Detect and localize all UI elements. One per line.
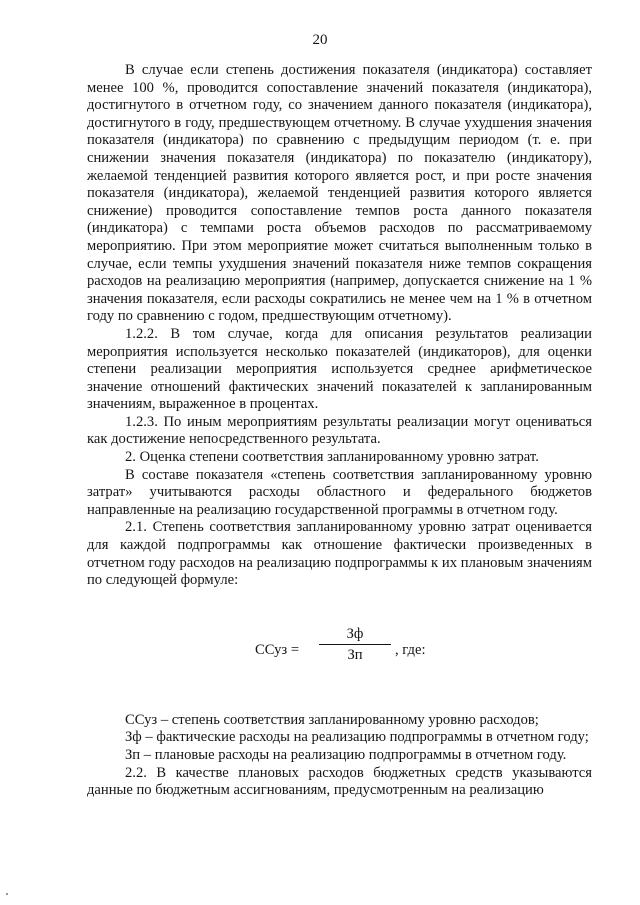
definition-ssuz: ССуз – степень соответствия запланированному уровню расходов;	[125, 711, 539, 728]
paragraph-2-1: 2.1. Степень соответствия запланированному уровню затрат оценивается для каждой подпрограммы как отношение фактически произведенных в отчетном году расходов на реализацию подпрограммы к их плановым значениям по следующей формуле:	[87, 519, 592, 589]
formula-block	[87, 590, 592, 712]
formula-denominator: Зп	[347, 647, 363, 664]
definition-zf: Зф – фактические расходы на реализацию подпрограммы в отчетном году;	[125, 729, 589, 746]
scan-artifact	[6, 893, 8, 895]
formula-tail: , где:	[395, 641, 426, 658]
paragraph-2-2: 2.2. В качестве плановых расходов бюджетных средств указываются данные по бюджетным ассигнованиям, предусмотренным на реализацию	[87, 764, 592, 799]
definition-zp: Зп – плановые расходы на реализацию подпрограммы в отчетном году.	[125, 747, 567, 763]
formula-fraction	[319, 626, 391, 665]
paragraph-1-2-3: 1.2.3. По иным мероприятиям результаты реализации могут оцениваться как достижение непосредственного результата.	[87, 413, 592, 448]
paragraph-section-2-heading: 2. Оценка степени соответствия запланированному уровню затрат.	[125, 449, 539, 466]
paragraph-1-2-2: 1.2.2. В том случае, когда для описания результатов реализации мероприятия используется несколько показателей (индикаторов), для оценки степени реализации мероприятия используется среднее арифметическое значение отношений фактических значений показателей к запланированным значениям, выраженное в процентах.	[87, 325, 592, 413]
page-number: 20	[312, 32, 328, 48]
paragraph-cost-composition: В составе показателя «степень соответствия запланированному уровню затрат» учитываются расходы областного и федерального бюджетов направленные на реализацию государственной программы в отчетном году.	[87, 466, 592, 518]
document-body	[87, 62, 592, 800]
formula-numerator: Зф	[319, 626, 391, 646]
formula-lhs: ССуз =	[255, 641, 300, 658]
paragraph-comparison-rule: В случае если степень достижения показателя (индикатора) составляет менее 100 %, проводится сопоставление значений показателя (индикатора), достигнутого в отчетном году, со значением данного показателя (индикатора), достигнутого в году, предшествующем отчетному. В случае ухудшения значения показателя (индикатора) по сравнению с предыдущим периодом (т. е. при снижении значения показателя (индикатора) по показателю (индикатору), желаемой тенденцией развития которого является рост, и при росте значения показателя (индикатора), желаемой тенденцией развития которого является снижение) проводится сопоставление темпов роста данного показателя (индикатора) с темпами роста объемов расходов по рассматриваемому мероприятию. При этом мероприятие может считаться выполненным только в случае, если темпы ухудшения значений показателя ниже темпов сокращения расходов на реализацию мероприятия (например, допускается снижение на 1 % значения показателя, если расходы сократились не менее чем на 1 % в отчетном году по сравнению с годом, предшествующим отчетному).	[87, 62, 592, 325]
